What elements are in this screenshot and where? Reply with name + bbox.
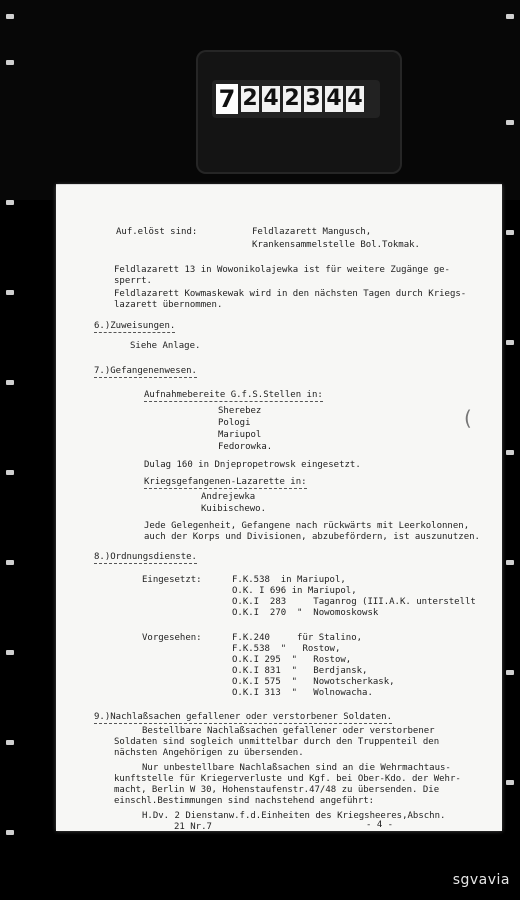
text-line: auch der Korps und Divisionen, abzubefördern, ist auszunutzen. xyxy=(144,532,480,542)
text-line: lazarett übernommen. xyxy=(114,300,223,310)
sprocket-hole xyxy=(506,340,514,345)
margin-mark: ( xyxy=(464,406,472,430)
text-line: macht, Berlin W 30, Hohenstaufenstr.47/48 zu übersenden. Die xyxy=(114,785,440,795)
text-line: Bestellbare Nachlaßsachen gefallener oder verstorbener xyxy=(142,726,435,736)
text-line: Jede Gelegenheit, Gefangene nach rückwärts mit Leerkolonnen, xyxy=(144,521,470,531)
text-line: O.K.I 575 " Nowotscherkask, xyxy=(232,677,395,687)
sprocket-hole xyxy=(6,830,14,835)
text-line: kunftstelle für Kriegerverluste und Kgf. bei Ober-Kdo. der Wehr- xyxy=(114,774,461,784)
text-line: O.K.I 295 " Rostow, xyxy=(232,655,352,665)
document-text xyxy=(56,185,502,831)
sprocket-hole xyxy=(6,14,14,19)
counter-digit: 2 xyxy=(242,86,258,111)
sprocket-hole xyxy=(506,450,514,455)
counter-digit: 4 xyxy=(347,86,363,111)
sprocket-hole xyxy=(506,780,514,785)
counter-digit: 2 xyxy=(284,86,300,111)
sprocket-hole xyxy=(506,120,514,125)
frame-counter xyxy=(196,50,402,174)
text-line: Feldlazarett Kowmaskewak wird in den nächsten Tagen durch Kriegs- xyxy=(114,289,467,299)
text-line: Aufnahmebereite G.f.S.Stellen in: xyxy=(144,390,323,400)
text-line: sperrt. xyxy=(114,276,152,286)
text-line: 21 Nr.7 xyxy=(174,822,212,832)
text-line: F.K.538 " Rostow, xyxy=(232,644,341,654)
text-line: Eingesetzt: xyxy=(142,575,202,585)
text-line: Feldlazarett Mangusch, xyxy=(252,227,372,237)
text-line: Siehe Anlage. xyxy=(130,341,201,351)
text-line: F.K.240 für Stalino, xyxy=(232,633,363,643)
text-line: Krankensammelstelle Bol.Tokmak. xyxy=(252,240,420,250)
counter-digit: 7 xyxy=(216,84,238,114)
page-number: - 4 - xyxy=(366,820,394,830)
section-heading: 6.)Zuweisungen. xyxy=(94,321,176,331)
sprocket-hole xyxy=(506,14,514,19)
text-line: H.Dv. 2 Dienstanw.f.d.Einheiten des Kriegsheeres,Abschn. xyxy=(142,811,446,821)
sprocket-hole xyxy=(6,290,14,295)
text-line: Pologi xyxy=(218,418,251,428)
counter-digit: 4 xyxy=(326,86,342,111)
text-line: Andrejewka xyxy=(201,492,256,502)
counter-digit: 3 xyxy=(305,86,321,111)
section-heading: 9.)Nachlaßsachen gefallener oder verstorbener Soldaten. xyxy=(94,712,393,722)
sprocket-hole xyxy=(506,230,514,235)
text-line: Fedorowka. xyxy=(218,442,273,452)
text-line: Feldlazarett 13 in Wowonikolajewka ist für weitere Zugänge ge- xyxy=(114,265,450,275)
text-line: einschl.Bestimmungen sind nachstehend angeführt: xyxy=(114,796,375,806)
text-line: F.K.538 in Mariupol, xyxy=(232,575,346,585)
counter-digit: 4 xyxy=(263,86,279,111)
sprocket-hole xyxy=(6,560,14,565)
counter-window xyxy=(212,80,380,118)
text-line: O.K. I 696 in Mariupol, xyxy=(232,586,357,596)
text-line: Sherebez xyxy=(218,406,262,416)
text-line: O.K.I 831 " Berdjansk, xyxy=(232,666,368,676)
watermark: sgvavia xyxy=(452,872,510,888)
sprocket-hole xyxy=(506,670,514,675)
text-line: O.K.I 313 " Wolnowacha. xyxy=(232,688,373,698)
text-line: O.K.I 270 " Nowomoskowsk xyxy=(232,608,379,618)
text-line: Vorgesehen: xyxy=(142,633,202,643)
text-line: O.K.I 283 Taganrog (III.A.K. unterstellt xyxy=(232,597,476,607)
text-line: nächsten Angehörigen zu übersenden. xyxy=(114,748,304,758)
text-line: Kuibischewo. xyxy=(201,504,267,514)
sprocket-hole xyxy=(6,60,14,65)
text-line: Kriegsgefangenen-Lazarette in: xyxy=(144,477,307,487)
text-line: Soldaten sind sogleich unmittelbar durch den Truppenteil den xyxy=(114,737,440,747)
document-page xyxy=(56,185,502,831)
section-heading: 8.)Ordnungsdienste. xyxy=(94,552,197,562)
sprocket-hole xyxy=(6,740,14,745)
section-heading: 7.)Gefangenenwesen. xyxy=(94,366,197,376)
sprocket-hole xyxy=(6,200,14,205)
text-line: Nur unbestellbare Nachlaßsachen sind an die Wehrmachtaus- xyxy=(142,763,451,773)
text-line: Dulag 160 in Dnjepropetrowsk eingesetzt. xyxy=(144,460,361,470)
sprocket-hole xyxy=(6,380,14,385)
sprocket-hole xyxy=(506,560,514,565)
text-line: Mariupol xyxy=(218,430,262,440)
sprocket-hole xyxy=(6,650,14,655)
text-line: Auf.elöst sind: xyxy=(116,227,198,237)
sprocket-hole xyxy=(6,470,14,475)
